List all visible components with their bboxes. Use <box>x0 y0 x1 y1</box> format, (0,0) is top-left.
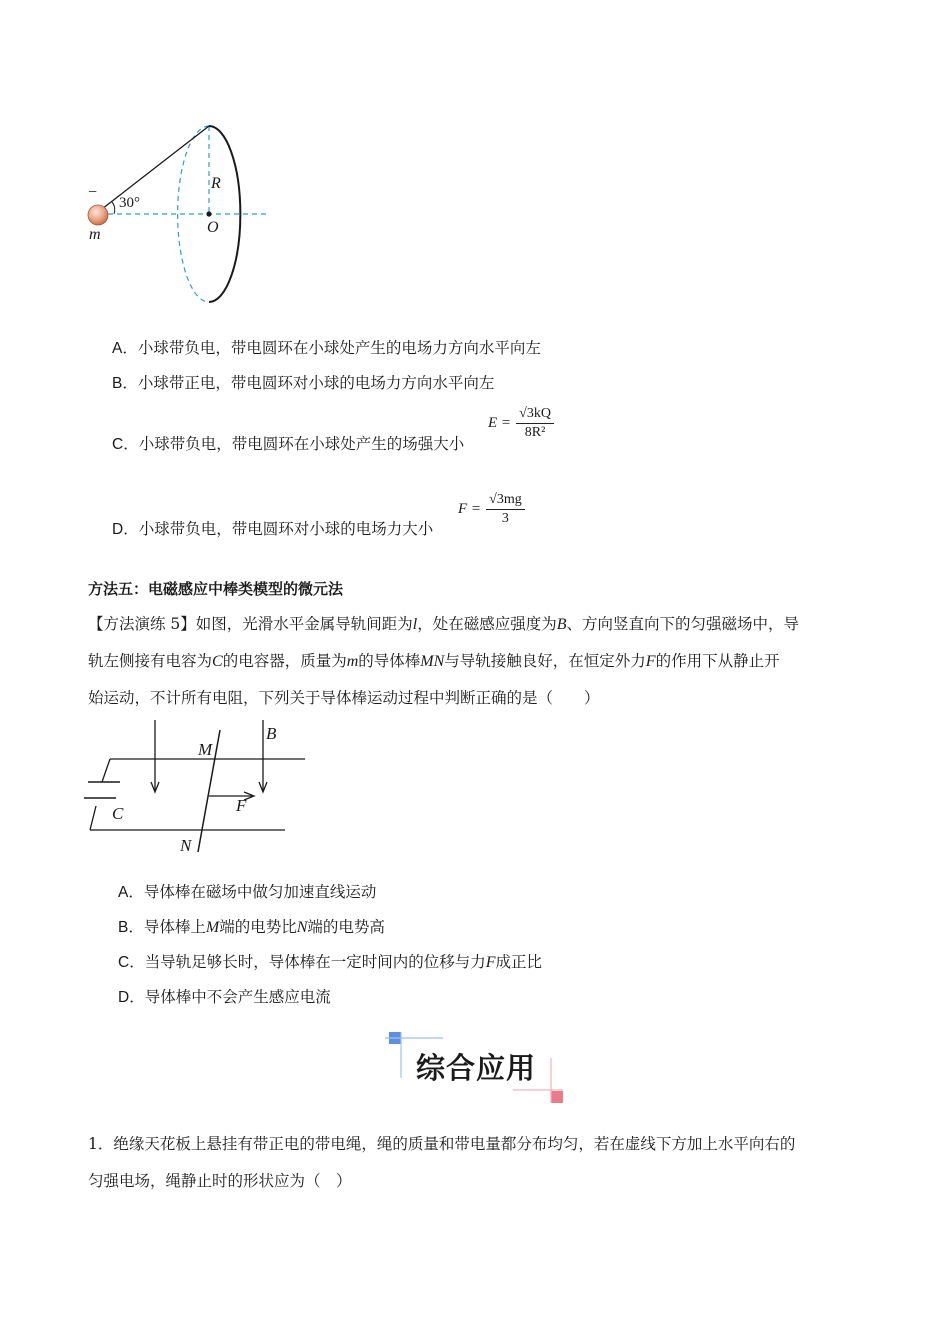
formula-denominator: 3 <box>501 511 509 526</box>
stem-line-1 <box>88 613 799 636</box>
rail-capacitor-figure <box>80 718 312 858</box>
label-c: C <box>112 804 124 823</box>
formula-lhs: E = <box>488 415 512 431</box>
option-text: 小球带负电，带电圆环在小球处产生的场强大小 <box>138 435 465 453</box>
question-1-line-2: 匀强电场，绳静止时的形状应为（ ） <box>88 1172 352 1190</box>
option-text: 小球带正电，带电圆环对小球的电场力方向水平向左 <box>137 374 495 392</box>
formula-numerator: √3mg <box>486 492 525 510</box>
stem-line-2 <box>88 650 780 673</box>
stem-text: 的作用下从静止开 <box>655 652 780 670</box>
stem-line-3: 始运动，不计所有电阻，下列关于导体棒运动过程中判断正确的是（ ） <box>88 689 600 707</box>
formula-f <box>458 492 525 527</box>
option-b[interactable] <box>112 372 494 395</box>
label-f: F <box>236 796 247 815</box>
option-text: 端的电势比 <box>219 918 297 936</box>
symbol-mn: MN <box>420 653 445 670</box>
symbol-b: B <box>556 616 567 633</box>
formula-e <box>488 406 554 441</box>
symbol-c: C <box>212 653 223 670</box>
label-b: B <box>266 724 277 743</box>
option-text: 小球带负电，带电圆环对小球的电场力大小 <box>138 520 434 538</box>
option-text: 导体棒上 <box>143 918 206 936</box>
option-text: 导体棒中不会产生感应电流 <box>144 988 331 1006</box>
option-letter: C． <box>118 954 145 971</box>
option-letter: C． <box>112 436 139 453</box>
center-label: O <box>207 219 219 236</box>
symbol-n: N <box>296 919 308 936</box>
formula-numerator: √3kQ <box>516 406 554 424</box>
stem-text: 轨左侧接有电容为 <box>88 652 213 670</box>
option-letter: D． <box>118 989 145 1006</box>
symbol-f: F <box>485 954 496 971</box>
option-b[interactable] <box>118 916 385 939</box>
stem-text: 与导轨接触良好，在恒定外力 <box>444 652 646 670</box>
formula-lhs: F = <box>458 501 482 517</box>
charge-sign-label: − <box>88 184 98 201</box>
option-letter: A． <box>112 340 138 357</box>
angle-label: 30° <box>119 195 140 211</box>
radius-label: R <box>211 175 221 192</box>
option-letter: B． <box>112 375 138 392</box>
option-a[interactable] <box>112 337 541 360</box>
symbol-m: m <box>346 653 359 670</box>
symbol-l: l <box>412 616 418 633</box>
option-a[interactable] <box>118 881 376 904</box>
section-heading: 方法五：电磁感应中棒类模型的微元法 <box>88 580 344 598</box>
option-d[interactable] <box>118 986 331 1009</box>
symbol-m: M <box>205 919 220 936</box>
option-letter: B． <box>118 919 144 936</box>
option-text: 端的电势高 <box>307 918 385 936</box>
option-text: 导体棒在磁场中做匀加速直线运动 <box>143 883 377 901</box>
option-c[interactable] <box>118 951 542 974</box>
stem-text: 的导体棒 <box>358 652 421 670</box>
stem-text: 、方向竖直向下的匀强磁场中，导 <box>566 615 800 633</box>
label-m: M <box>198 740 213 759</box>
option-letter: A． <box>118 884 144 901</box>
formula-denominator: 8R² <box>524 425 546 440</box>
symbol-f: F <box>645 653 656 670</box>
option-d[interactable] <box>112 518 433 541</box>
option-text: 当导轨足够长时，导体棒在一定时间内的位移与力 <box>144 953 486 971</box>
stem-text: 的电容器，质量为 <box>222 652 347 670</box>
label-n: N <box>180 836 192 855</box>
option-text: 小球带负电，带电圆环在小球处产生的电场力方向水平向左 <box>137 339 541 357</box>
question-1-line-1: 1．绝缘天花板上悬挂有带正电的带电绳，绳的质量和带电量都分布均匀，若在虚线下方加上水平向右的 <box>88 1135 796 1153</box>
ring-ball-figure <box>80 118 280 313</box>
option-c[interactable] <box>112 433 464 456</box>
formula-fraction <box>516 406 554 441</box>
option-text: 成正比 <box>495 953 543 971</box>
stem-text: 【方法演练 5】如图，光滑水平金属导轨间距为 <box>88 615 413 633</box>
formula-fraction <box>486 492 525 527</box>
option-letter: D． <box>112 521 139 538</box>
mass-label: m <box>89 226 101 243</box>
section-banner-title: 综合应用 <box>416 1051 537 1085</box>
stem-text: ，处在磁感应强度为 <box>417 615 557 633</box>
